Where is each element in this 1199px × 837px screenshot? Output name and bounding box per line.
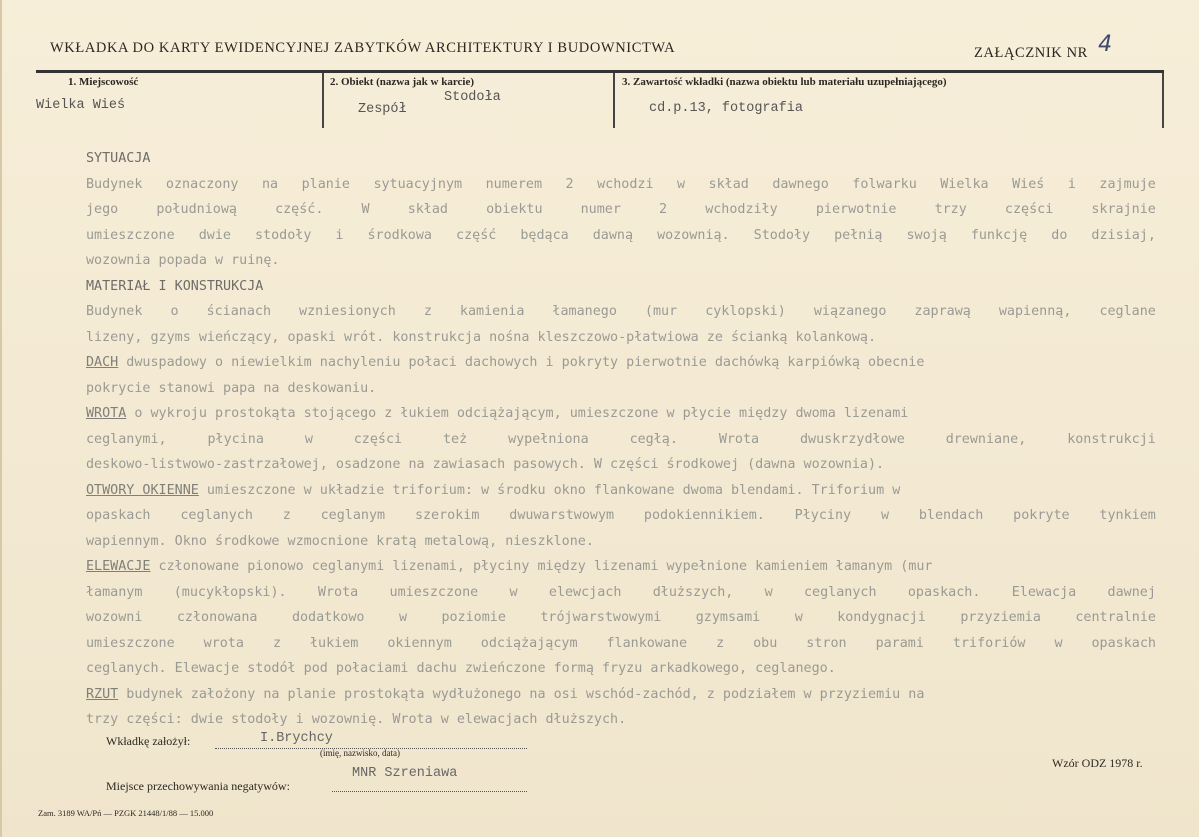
word: też (443, 431, 468, 447)
word: do (1051, 227, 1068, 243)
word: w (880, 508, 889, 523)
word: dwuskrzydłowe (800, 431, 905, 447)
text-line: pokrycie stanowi papa na deskowaniu. (86, 380, 377, 396)
section-label-dach: DACH (86, 355, 119, 370)
object-label: 2. Obiekt (nazwa jak w karcie) (330, 76, 475, 88)
word: Elewacja (1011, 584, 1077, 600)
word: konstrukcji (1067, 431, 1156, 447)
word: swoją (906, 227, 947, 243)
word: dawną (592, 227, 634, 243)
word: ceglanym (320, 508, 386, 523)
word: o (170, 304, 179, 319)
word: numer (580, 202, 621, 217)
text-line (86, 172, 1156, 198)
word: wypełniona (508, 431, 589, 447)
word: pierwotnie (815, 202, 897, 217)
word: pełnią (834, 227, 883, 243)
section-label-wrota: WROTA (86, 406, 127, 421)
print-code: Zam. 3189 WA/Pń — PZGK 21448/1/88 — 15.000 (38, 808, 214, 818)
word: część (456, 227, 497, 243)
word: w (1054, 635, 1063, 651)
word: część. (275, 202, 324, 217)
column-divider-2 (613, 73, 615, 128)
word: stron (806, 635, 847, 651)
word: skład (407, 202, 448, 217)
word: umieszczone (86, 227, 175, 243)
text-line: DACH dwuspadowy o niewielkim nachyleniu połaci dachowych i pokryty pierwotnie dachówką karpiówką obecnie (86, 355, 925, 370)
object-value-line2: Zespół (358, 102, 407, 117)
word: ceglane (1099, 304, 1156, 319)
word: triforiów (952, 635, 1026, 651)
word: w (677, 176, 686, 192)
text-line (86, 503, 1156, 529)
word: w (398, 610, 407, 625)
word: kondygnacji (837, 610, 926, 625)
word: w (764, 584, 773, 600)
word: sytuacyjnym (373, 176, 463, 192)
text-line (86, 427, 1156, 453)
text-line (86, 197, 1156, 223)
word: (mur (644, 304, 678, 319)
word: wchodziły (705, 202, 778, 217)
word: jego (86, 202, 119, 217)
text-line: ceglanych. Elewacje stodół pod połaciami dachu zwieńczone formą fryzu arkadkowego, ceglanego. (86, 661, 836, 676)
word: elewcjach (548, 584, 622, 600)
text-line: wozownia popada w ruinę. (86, 253, 280, 268)
word: zajmuje (1099, 176, 1156, 192)
word: opaskach (86, 508, 151, 523)
word: trójwarstwowymi (540, 610, 662, 625)
text-line (86, 605, 1156, 631)
word: parami (875, 635, 924, 651)
word: stodoły (254, 227, 312, 243)
word: (mucykłopski). (173, 584, 287, 600)
word: zaprawą (914, 304, 971, 319)
section-label-elewacje: ELEWACJE (86, 559, 151, 574)
word: dawnej (1107, 584, 1156, 600)
word: cyklopski) (705, 304, 786, 319)
word: skrajnie (1091, 202, 1156, 217)
attachment-label: ZAŁĄCZNIK NR (974, 45, 1088, 61)
word: Wrota (718, 431, 760, 447)
word: w (304, 431, 313, 447)
word: w (509, 584, 518, 600)
word: blendach (918, 508, 984, 523)
word: podokiennikiem. (643, 508, 765, 523)
content-value: cd.p.13, fotografia (649, 101, 803, 116)
word: dwuwarstwowym (509, 508, 615, 523)
word: z (272, 635, 281, 651)
word: ceglanymi, (86, 431, 167, 447)
word: folwarku (852, 176, 917, 192)
word: części (353, 431, 403, 447)
word: ceglanych (180, 508, 253, 523)
text-line: lizeny, gzyms wieńczący, opaski wrót. konstrukcja nośna kleszczowo-płatwiowa ze ścianką kolankową. (86, 329, 877, 345)
word: przyziemia (960, 610, 1041, 625)
text-line (86, 299, 1156, 325)
form-title: WKŁADKA DO KARTY EWIDENCYJNEJ ZABYTKÓW ARCHITEKTURY I BUDOWNICTWA (50, 40, 676, 56)
storage-dotted-line (332, 791, 527, 792)
author-hint: (imię, nazwisko, data) (320, 748, 400, 758)
word: części (1004, 202, 1054, 217)
word: kamienia (459, 304, 525, 319)
word: z (423, 304, 432, 319)
word: łamanego (552, 304, 617, 319)
storage-value: MNR Szreniawa (352, 766, 458, 781)
section-label-rzut: RZUT (86, 686, 119, 702)
attachment-number (974, 32, 1113, 63)
storage-label: Miejsce przechowywania negatywów: (106, 779, 290, 793)
text-line: wapiennym. Okno środkowe wzmocnione kratą metalową, nieszklone. (86, 533, 594, 549)
word: z (716, 635, 725, 651)
word: łukiem (309, 635, 359, 651)
word: z (282, 508, 291, 523)
word: 2 (659, 202, 668, 217)
word: płycina (207, 431, 264, 447)
description-body (86, 146, 1156, 733)
word: wozownią. (657, 227, 730, 243)
word: umieszczone (86, 635, 175, 651)
word: w (794, 610, 803, 625)
object-value-line1: Stodoła (444, 90, 501, 105)
word: wapienną, (998, 304, 1072, 319)
column-divider-1 (322, 73, 324, 128)
word: obu (753, 635, 778, 651)
section-label-otwory: OTWORY OKIENNE (86, 482, 199, 498)
word: funkcję (970, 227, 1028, 243)
author-label: Wkładkę założył: (106, 734, 191, 748)
text-line (86, 223, 1156, 249)
header-rule (36, 70, 1164, 73)
word: łamanym (86, 584, 143, 600)
locality-label: 1. Miejscowość (68, 76, 139, 88)
word: tynkiem (1099, 508, 1156, 523)
locality-value: Wielka Wieś (36, 98, 126, 113)
text-line: OTWORY OKIENNE umieszczone w układzie triforium: w środku okno flankowane dwoma blendami. Triforium w (86, 482, 901, 498)
column-divider-3 (1162, 73, 1164, 128)
word: dłuższych, (652, 584, 734, 600)
word: wiązanego (813, 304, 887, 319)
word: trzy (934, 202, 967, 217)
word: Budynek (86, 304, 143, 319)
word: 2 (565, 176, 574, 192)
word: skład (708, 176, 749, 192)
text-line: RZUT budynek założony na planie prostokąta wydłużonego na osi wschód-zachód, z podziałem w przyziemiu na (86, 686, 925, 702)
content-label: 3. Zawartość wkładki (nazwa obiektu lub materiału uzupełniającego) (622, 76, 947, 88)
word: członowana (176, 610, 258, 625)
word: opaskach. (907, 584, 981, 600)
word: cegłą. (629, 431, 678, 447)
section-heading-sytuacja: SYTUACJA (86, 151, 151, 166)
word: wchodzi (597, 176, 654, 192)
word: opaskach (1091, 635, 1156, 651)
word: wozowni (86, 610, 143, 625)
word: gzymsami (695, 610, 761, 625)
word: ceglanych (804, 584, 877, 600)
text-line: ELEWACJE członowane pionowo ceglanymi lizenami, płyciny między lizenami wypełnione kamieniem łamanym (mur (86, 559, 933, 574)
word: Wielka (940, 176, 989, 192)
word: oznaczony (165, 176, 239, 192)
word: na (261, 176, 279, 192)
word: Stodoły (753, 227, 811, 243)
word: Budynek (86, 176, 143, 192)
word: poziomie (441, 610, 506, 625)
word: dwie (198, 227, 231, 243)
word: ścianach (206, 304, 272, 319)
word: Wrota (317, 584, 359, 600)
word: Płyciny (794, 508, 852, 523)
word: południową (156, 202, 237, 217)
author-value: I.Brychcy (260, 731, 333, 746)
word: drewniane, (945, 431, 1027, 447)
word: numerem (485, 176, 543, 192)
word: umieszczone (389, 584, 479, 600)
word: szerokim (414, 508, 480, 523)
text-line (86, 631, 1156, 657)
word: pokryte (1013, 508, 1070, 523)
word: planie (301, 176, 350, 192)
text-line: WROTA o wykroju prostokąta stojącego z łukiem odciążającym, umieszczone w płycie między dwoma lizenami (86, 406, 909, 421)
text-line: deskowo-listwowo-zastrzałowej, osadzone na zawiasach pasowych. W części środkowej (dawna wozownia). (86, 457, 885, 472)
word: i (335, 227, 344, 243)
attachment-handwritten-number: 4 (1098, 32, 1113, 57)
text-line: trzy części: dwie stodoły i wozownię. Wrota w elewacjach dłuższych. (86, 712, 627, 727)
word: dzisiaj, (1091, 227, 1156, 243)
text-line (86, 580, 1156, 606)
word: centralnie (1075, 610, 1156, 625)
word: okiennym (387, 635, 452, 651)
word: środkowa (367, 227, 432, 243)
form-version: Wzór ODZ 1978 r. (1052, 756, 1143, 770)
word: flankowane (606, 635, 688, 651)
word: wzniesionych (299, 304, 396, 319)
word: W (361, 202, 370, 217)
word: Wieś (1012, 176, 1045, 192)
word: odciążającym (480, 635, 578, 651)
word: dawnego (772, 176, 829, 192)
section-heading-material: MATERIAŁ I KONSTRUKCJA (86, 278, 264, 294)
word: obiektu (486, 202, 543, 217)
word: i (1067, 176, 1076, 192)
word: dodatkowo (291, 610, 365, 625)
word: będąca (520, 227, 569, 243)
word: wrota (203, 635, 244, 651)
